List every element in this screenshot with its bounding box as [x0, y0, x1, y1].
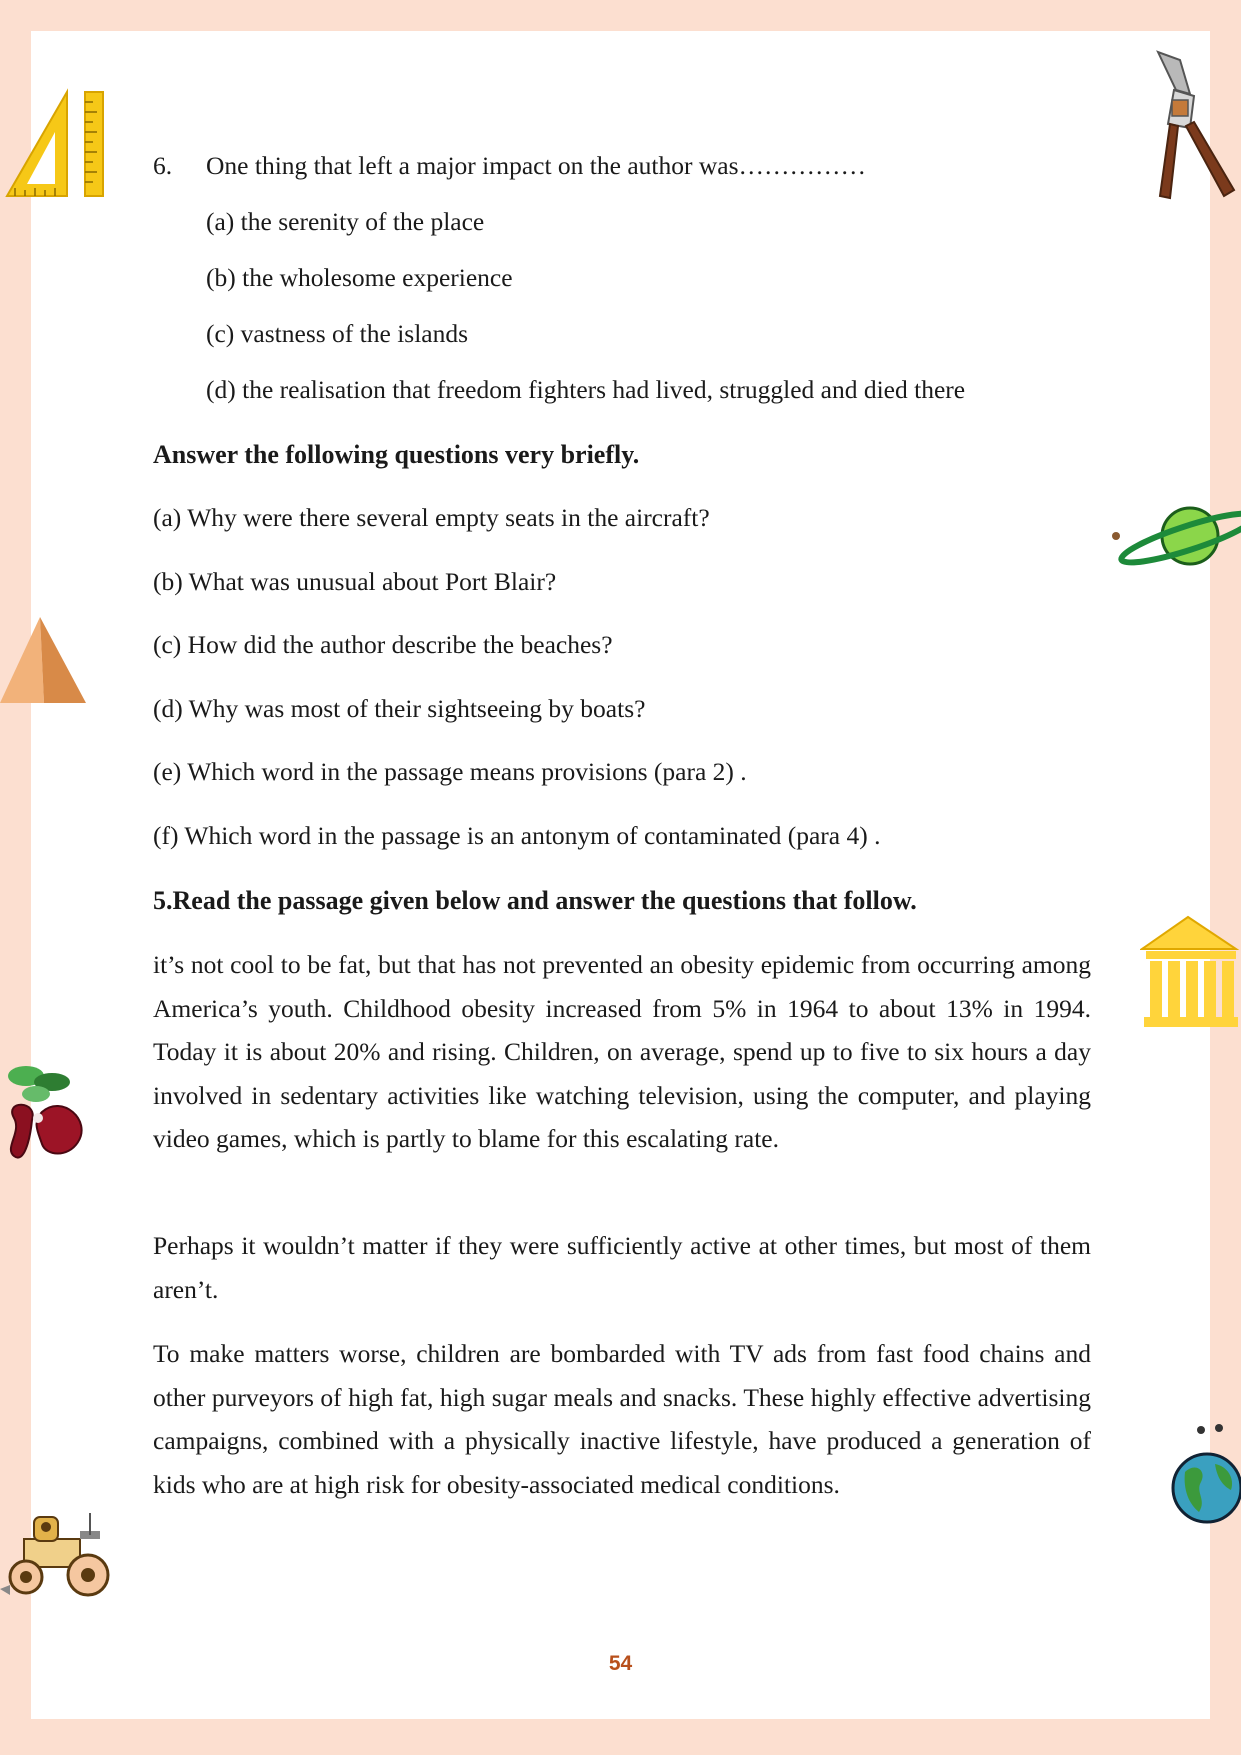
question-6-stem-row: [153, 150, 1091, 206]
passage-paragraph-1: it’s not cool to be fat, but that has not prevented an obesity epidemic from occurring among America’s youth. Childhood obesity increased from 5% in 1964 to about 13% in 1994. Today it is about 20% and rising. Children, on average, spend up to five to six hours a day involved in sedentary activities like watching television, using the computer, and playing video games, which is partly to blame for this escalating rate.: [153, 950, 1091, 1154]
brief-question-d: (d) Why was most of their sightseeing by boats?: [153, 693, 646, 723]
brief-questions-heading: Answer the following questions very briefly.: [153, 440, 640, 469]
planet-icon: [1110, 500, 1241, 570]
passage-heading: 5.Read the passage given below and answer the questions that follow.: [153, 886, 917, 915]
globe-icon: [1165, 1420, 1241, 1525]
brief-question-a: (a) Why were there several empty seats in the aircraft?: [153, 503, 710, 532]
pillar-icon: [1140, 915, 1241, 1030]
passage-paragraph-3: To make matters worse, children are bombarded with TV ads from fast food chains and other purveyors of high fat, high sugar meals and snacks. These highly effective advertising campaigns, combined with a physically inactive lifestyle, have produced a generation of kids who are at high risk for obesity-associated medical conditions.: [153, 1339, 1091, 1499]
option-a: (a) the serenity of the place: [206, 207, 485, 236]
brief-question-f: (f) Which word in the passage is an antonym of contaminated (para 4) .: [153, 820, 881, 850]
vehicle-icon: [0, 1505, 125, 1597]
page-number: 54: [608, 1652, 633, 1675]
brief-question-b: (b) What was unusual about Port Blair?: [153, 566, 557, 596]
set-square-icon: [5, 88, 105, 200]
question-6: [153, 150, 1091, 430]
option-d: (d) the realisation that freedom fighters had lived, struggled and died there: [206, 375, 966, 404]
pyramid-icon: [0, 615, 88, 705]
option-c: (c) vastness of the islands: [206, 319, 469, 348]
option-b: (b) the wholesome experience: [206, 263, 513, 292]
brief-question-e: (e) Which word in the passage means provisions (para 2) .: [153, 757, 747, 787]
question-stem: One thing that left a major impact on the author was……………: [206, 151, 867, 180]
question-number: 6.: [153, 151, 173, 180]
brief-question-c: (c) How did the author describe the beaches?: [153, 630, 613, 660]
brief-questions-list: [153, 503, 880, 885]
pliers-icon: [1150, 50, 1240, 200]
passage-paragraph-2: Perhaps it wouldn’t matter if they were sufficiently active at other times, but most of them aren’t.: [153, 1231, 1091, 1304]
berries-icon: [2, 1060, 88, 1166]
